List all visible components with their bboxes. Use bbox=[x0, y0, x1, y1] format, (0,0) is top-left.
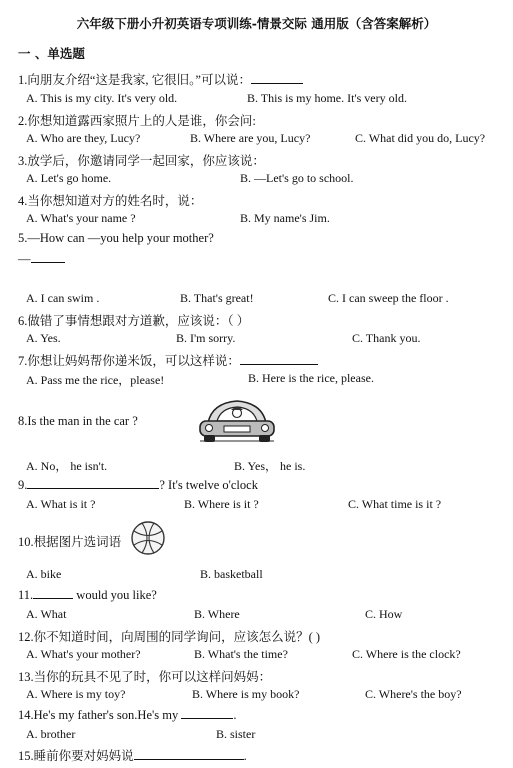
answer-blank[interactable] bbox=[240, 353, 318, 365]
option-a[interactable]: A. No， he isn't. bbox=[26, 459, 108, 473]
question-5-reply bbox=[18, 251, 65, 267]
answer-blank[interactable] bbox=[134, 748, 244, 760]
question-stem: 7.你想让妈妈帮你递米饭，可以这样说： bbox=[18, 354, 240, 368]
question-number: 9. bbox=[18, 478, 28, 492]
option-a[interactable]: A. Yes. bbox=[26, 331, 61, 345]
question-12: 12.你不知道时间，向周围的同学询问，应该怎么说？( ) bbox=[18, 630, 321, 644]
question-13: 13.当你的玩具不见了时，你可以这样问妈妈： bbox=[18, 670, 272, 684]
question-3: 3.放学后，你邀请同学一起回家，你应该说： bbox=[18, 154, 265, 168]
question-stem: 15.睡前你要对妈妈说 bbox=[18, 749, 134, 763]
option-a[interactable]: A. brother bbox=[26, 727, 76, 741]
option-b[interactable]: B. I'm sorry. bbox=[176, 331, 236, 345]
document-title: 六年级下册小升初英语专项训练-情景交际 通用版（含答案解析） bbox=[76, 16, 437, 31]
option-b[interactable]: B. What's the time? bbox=[194, 647, 288, 661]
option-a[interactable]: A. Who are they, Lucy? bbox=[26, 131, 141, 145]
question-stem: ? It's twelve o'clock bbox=[159, 478, 258, 492]
question-7 bbox=[18, 351, 318, 369]
option-c[interactable]: C. Where's the boy? bbox=[365, 687, 462, 701]
question-stem: 1.向朋友介绍“这是我家, 它很旧。”可以说： bbox=[18, 73, 251, 87]
question-1 bbox=[18, 70, 303, 88]
question-6: 6.做错了事情想跟对方道歉，应该说：（ ） bbox=[18, 314, 250, 328]
question-stem: would you like? bbox=[73, 588, 157, 602]
option-c[interactable]: C. Where is the clock? bbox=[352, 647, 461, 661]
option-c[interactable]: C. How bbox=[365, 607, 403, 621]
option-b[interactable]: B. My name's Jim. bbox=[240, 211, 330, 225]
question-10: 10.根据图片选词语 bbox=[18, 535, 122, 549]
option-c[interactable]: C. Thank you. bbox=[352, 331, 421, 345]
option-b[interactable]: B. Where is it ? bbox=[184, 497, 259, 511]
car-with-driver-icon bbox=[194, 393, 280, 447]
answer-blank[interactable] bbox=[33, 587, 73, 599]
option-b[interactable]: B. basketball bbox=[200, 567, 263, 581]
question-9 bbox=[18, 477, 258, 493]
option-a[interactable]: A. Pass me the rice，please! bbox=[26, 373, 165, 387]
option-b[interactable]: B. Where is my book? bbox=[192, 687, 300, 701]
option-a[interactable]: A. Let's go home. bbox=[26, 171, 112, 185]
question-5: 5.—How can —you help your mother? bbox=[18, 231, 214, 245]
option-c[interactable]: C. What did you do, Lucy? bbox=[355, 131, 486, 145]
answer-blank[interactable] bbox=[251, 72, 303, 84]
question-4: 4.当你想知道对方的姓名时，说： bbox=[18, 194, 203, 208]
option-b[interactable]: B. That's great! bbox=[180, 291, 254, 305]
question-2: 2.你想知道露西家照片上的人是谁，你会问: bbox=[18, 114, 256, 128]
question-stem: 14.He's my father's son.He's my bbox=[18, 708, 182, 722]
question-11 bbox=[18, 587, 157, 603]
option-b[interactable]: B. Where are you, Lucy? bbox=[190, 131, 311, 145]
option-b[interactable]: B. sister bbox=[216, 727, 256, 741]
question-15: 15.睡前你要对妈妈说 . bbox=[18, 749, 247, 763]
option-a[interactable]: A. This is my city. It's very old. bbox=[26, 91, 178, 105]
answer-blank[interactable] bbox=[31, 251, 65, 263]
option-c[interactable]: C. I can sweep the floor . bbox=[328, 291, 449, 305]
question-number: 11. bbox=[18, 588, 34, 602]
option-b[interactable]: B. —Let's go to school. bbox=[240, 171, 354, 185]
basketball-icon bbox=[130, 520, 166, 556]
option-a[interactable]: A. bike bbox=[26, 567, 62, 581]
dash: — bbox=[18, 252, 31, 266]
option-a[interactable]: A. What bbox=[26, 607, 67, 621]
option-a[interactable]: A. What's your mother? bbox=[26, 647, 141, 661]
option-a[interactable]: A. I can swim . bbox=[26, 291, 100, 305]
section-heading: 一 、单选题 bbox=[18, 46, 85, 61]
answer-blank[interactable] bbox=[27, 477, 159, 489]
option-c[interactable]: C. What time is it ? bbox=[348, 497, 442, 511]
question-8: 8.Is the man in the car ? bbox=[18, 414, 138, 428]
question-14: 14.He's my father's son.He's my . bbox=[18, 708, 237, 722]
option-b[interactable]: B. Yes， he is. bbox=[234, 459, 306, 473]
option-a[interactable]: A. What's your name ? bbox=[26, 211, 136, 225]
option-a[interactable]: A. What is it ? bbox=[26, 497, 96, 511]
option-b[interactable]: B. Where bbox=[194, 607, 240, 621]
answer-blank[interactable] bbox=[181, 707, 233, 719]
option-a[interactable]: A. Where is my toy? bbox=[26, 687, 126, 701]
option-b[interactable]: B. Here is the rice, please. bbox=[248, 371, 374, 385]
option-b[interactable]: B. This is my home. It's very old. bbox=[247, 91, 407, 105]
